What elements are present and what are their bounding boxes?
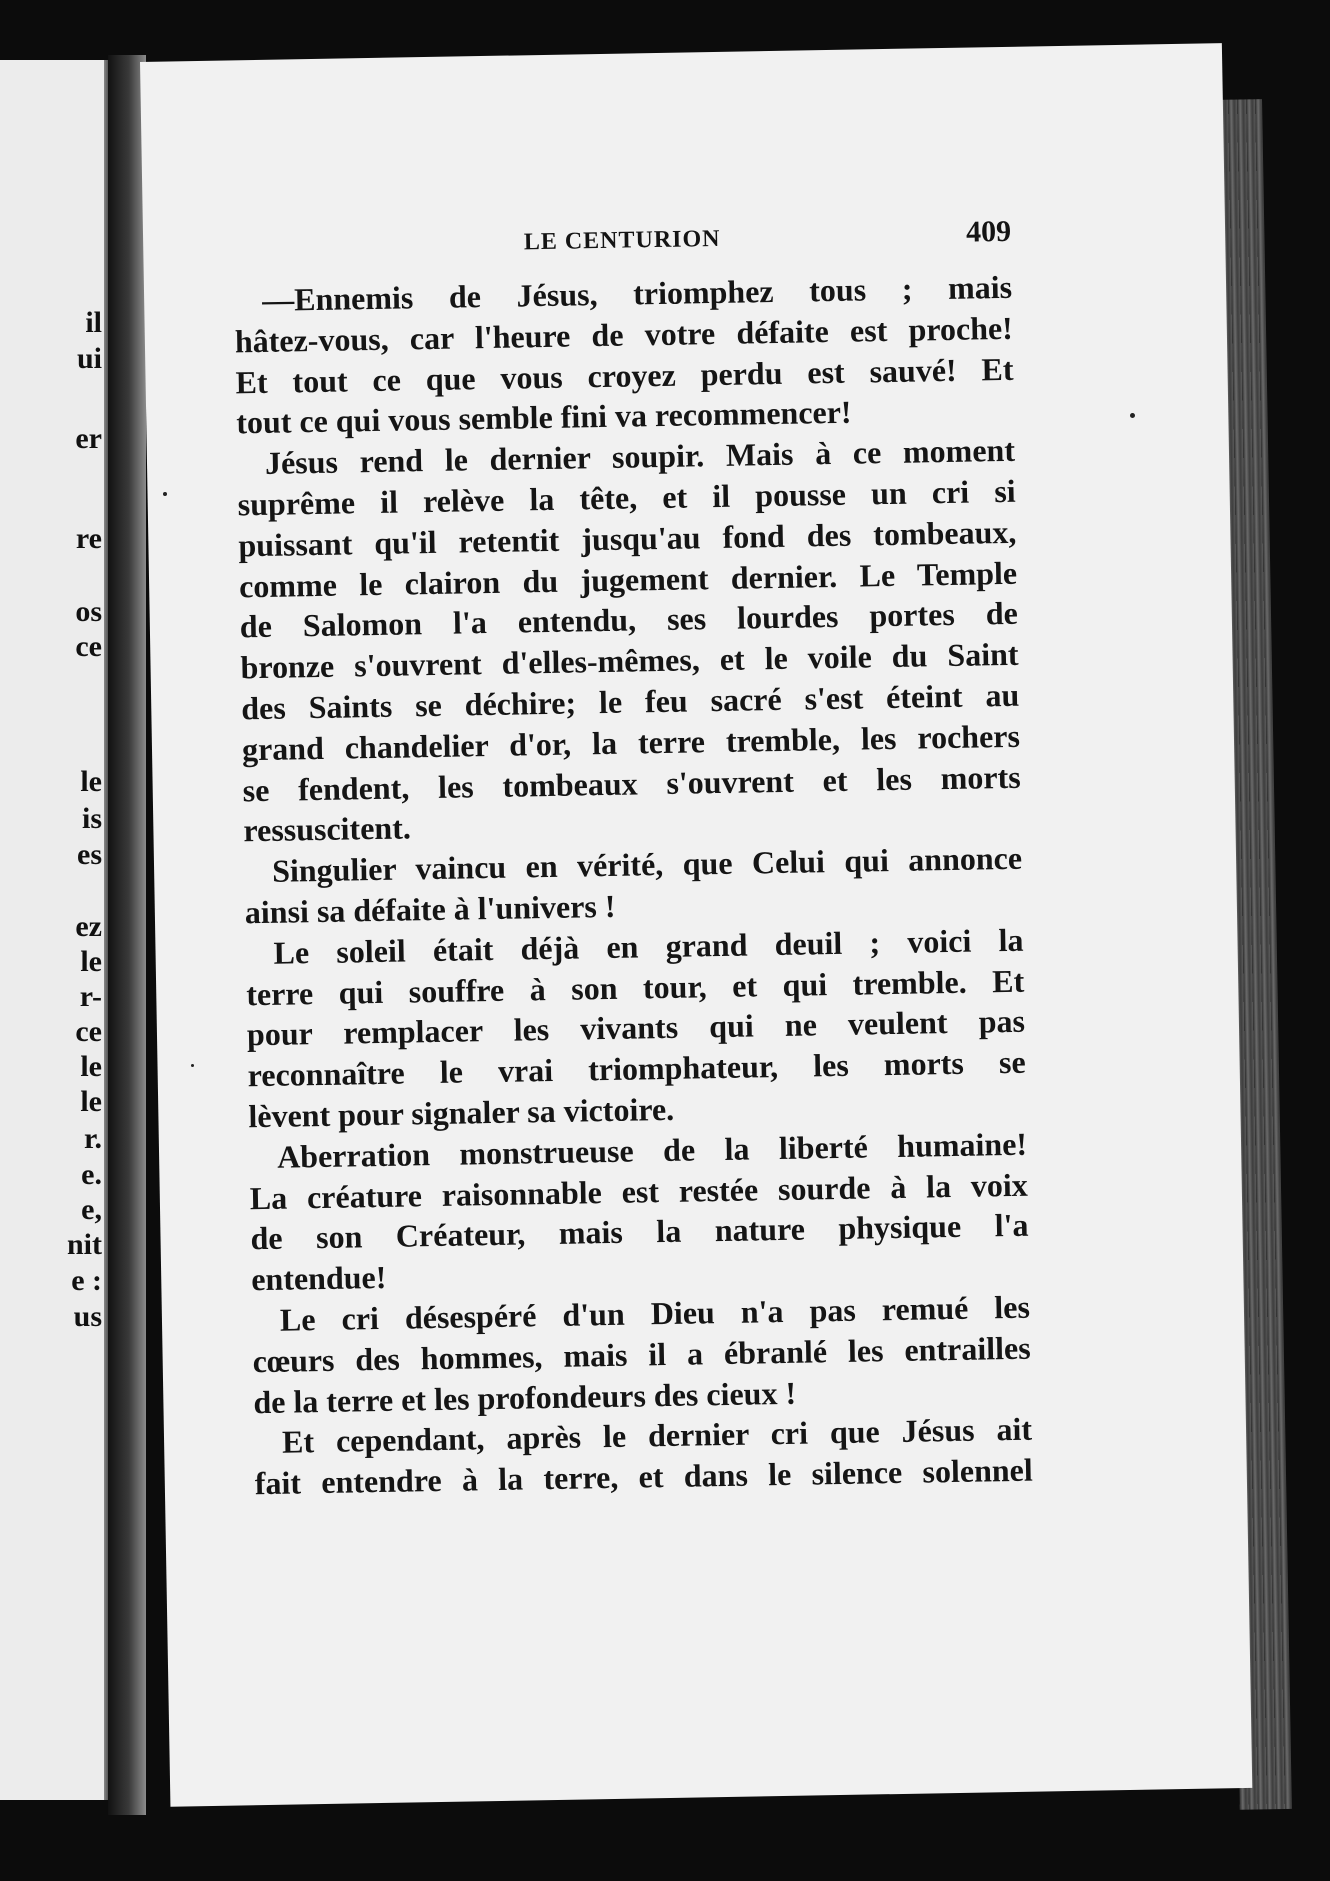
- left-page-fragment: r-: [79, 980, 102, 1013]
- left-page-fragment: e :: [71, 1264, 102, 1297]
- text-line: reconnaître le vrai triomphateur, les morts se: [247, 1043, 1026, 1094]
- text-line: pour remplacer les vivants qui ne veulent pas: [246, 1003, 1026, 1053]
- left-page-fragment: ez: [75, 910, 102, 943]
- left-page-fragment: e.: [81, 1158, 102, 1191]
- text-line: ainsi sa défaite à l'univers !: [244, 887, 616, 931]
- text-line: La créature raisonnable est restée sourde à la voix: [249, 1166, 1029, 1216]
- text-line: suprême il relève la tête, et il pousse un cri si: [237, 472, 1016, 523]
- text-line: de son Créateur, mais la nature physique l'a: [250, 1207, 1029, 1257]
- left-page-fragment: le: [80, 1085, 102, 1118]
- text-line: bronze s'ouvrent d'elles-mêmes, et le voile du Saint: [240, 635, 1019, 686]
- scan-speck: [163, 492, 167, 496]
- book-page: [140, 43, 1252, 1807]
- left-page-fragment: le: [80, 765, 102, 798]
- page-body-text: [234, 267, 1033, 1504]
- left-page-fragment: le: [80, 1050, 102, 1083]
- page-header: [233, 215, 1012, 269]
- text-line: de Salomon l'a entendu, ses lourdes portes de: [239, 595, 1019, 645]
- text-line: terre qui souffre à son tour, et qui tremble. Et: [245, 962, 1025, 1012]
- text-line: se fendent, les tombeaux s'ouvrent et les morts: [242, 758, 1021, 808]
- running-title: LE CENTURION: [523, 225, 721, 256]
- text-line: comme le clairon du jugement dernier. Le Temple: [238, 554, 1018, 604]
- text-line: ressuscitent.: [243, 809, 412, 849]
- text-line: des Saints se déchire; le feu sacré s'est éteint au: [240, 676, 1020, 727]
- text-line: Le cri désespéré d'un Dieu n'a pas remué les: [279, 1288, 1031, 1338]
- left-page-fragment: us: [73, 1300, 102, 1333]
- left-page-fragment: il: [85, 306, 102, 339]
- book-gutter: [108, 55, 146, 1815]
- text-line: lèvent pour signaler sa victoire.: [248, 1090, 675, 1135]
- text-line: Le soleil était déjà en grand deuil ; voici la: [273, 921, 1024, 971]
- left-page-fragment: le: [80, 945, 102, 978]
- text-line: Jésus rend le dernier soupir. Mais à ce moment: [264, 431, 1016, 482]
- text-line: hâtez-vous, car l'heure de votre défaite est proche!: [234, 309, 1014, 360]
- text-line: grand chandelier d'or, la terre tremble, les rochers: [241, 717, 1021, 768]
- text-line: entendue!: [250, 1259, 387, 1298]
- text-line: Et tout ce que vous croyez perdu est sauvé! Et: [235, 350, 1014, 400]
- left-page-fragment: ce: [75, 630, 102, 663]
- previous-page-fragment: [0, 60, 108, 1800]
- left-page-fragment: ui: [76, 342, 102, 375]
- left-page-fragment: is: [81, 802, 102, 835]
- text-line: cœurs des hommes, mais il a ébranlé les entrailles: [252, 1329, 1031, 1379]
- left-page-fragment: er: [75, 422, 102, 455]
- left-page-fragment: re: [75, 522, 102, 555]
- text-line: Et cependant, après le dernier cri que Jésus ait: [281, 1410, 1033, 1461]
- text-line: puissant qu'il retentit jusqu'au fond des tombeaux,: [238, 513, 1017, 564]
- text-line: Singulier vaincu en vérité, que Celui qui annonce: [271, 839, 1023, 889]
- text-line: fait entendre à la terre, et dans le silence solennel: [254, 1451, 1034, 1502]
- left-page-fragment: ce: [75, 1015, 102, 1048]
- text-line: de la terre et les profondeurs des cieux !: [253, 1374, 797, 1420]
- left-page-fragment: r.: [83, 1122, 102, 1155]
- left-page-fragment: os: [75, 595, 102, 628]
- scan-speck: [191, 1064, 194, 1067]
- left-page-fragment: e,: [81, 1193, 102, 1226]
- left-page-fragment: nit: [66, 1228, 102, 1261]
- text-line: Aberration monstrueuse de la liberté humaine!: [276, 1125, 1028, 1175]
- text-line: tout ce qui vous semble fini va recommencer!: [235, 394, 852, 441]
- scan-speck: [1130, 413, 1135, 418]
- left-page-fragment: es: [77, 838, 102, 871]
- text-line: —Ennemis de Jésus, triomphez tous ; mais: [261, 268, 1013, 318]
- page-number: 409: [965, 214, 1012, 249]
